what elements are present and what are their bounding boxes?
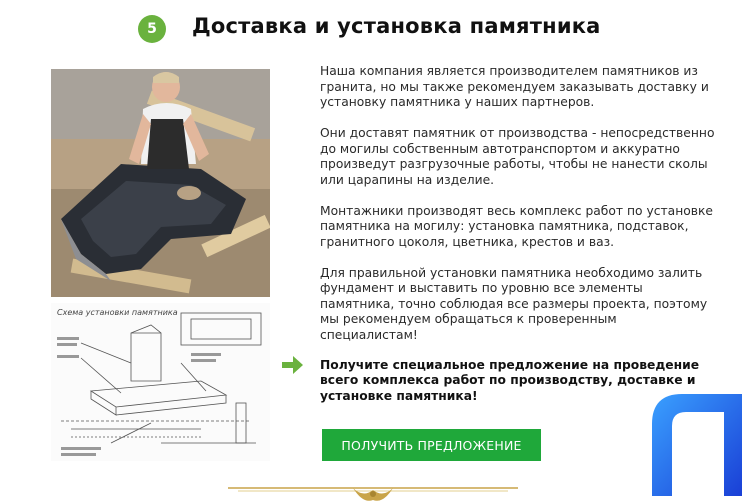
paragraph-installers: Монтажники производят весь комплекс работ по установке памятника на могилу: установка памятника, подставок, гранитного цоколя, цветника, крестов и ваз. xyxy=(320,203,714,249)
page-title: Доставка и установка памятника xyxy=(192,14,601,38)
site-logo xyxy=(652,394,742,498)
ornamental-divider xyxy=(228,480,518,504)
paragraph-delivery: Они доставят памятник от производства - непосредственно до могилы собственным автотранспортом и аккуратно произведут разгрузочные работы, чтобы не нанести сколы или царапины на изделие. xyxy=(320,126,715,187)
get-offer-button[interactable]: ПОЛУЧИТЬ ПРЕДЛОЖЕНИЕ xyxy=(322,429,541,461)
step-number-badge: 5 xyxy=(138,15,166,43)
description-text xyxy=(320,64,715,420)
scheme-caption: Схема установки памятника xyxy=(57,308,178,317)
paragraph-foundation: Для правильной установки памятника необходимо залить фундамент и выставить по уровню все элементы памятника, точно соблюдая все размеры проекта, поэтому мы рекомендуем обращаться к проверенным специалистам! xyxy=(320,265,708,342)
installation-scheme-diagram xyxy=(51,303,270,461)
arrow-right-icon xyxy=(280,354,305,376)
paragraph-producer: Наша компания является производителем памятников из гранита, но мы также рекомендуем заказывать доставку и установку памятника у наших партнеров. xyxy=(320,64,709,109)
special-offer-text: Получите специальное предложение на проведение всего комплекса работ по производству, доставке и установке памятника! xyxy=(320,357,700,403)
installation-photo xyxy=(51,69,270,297)
